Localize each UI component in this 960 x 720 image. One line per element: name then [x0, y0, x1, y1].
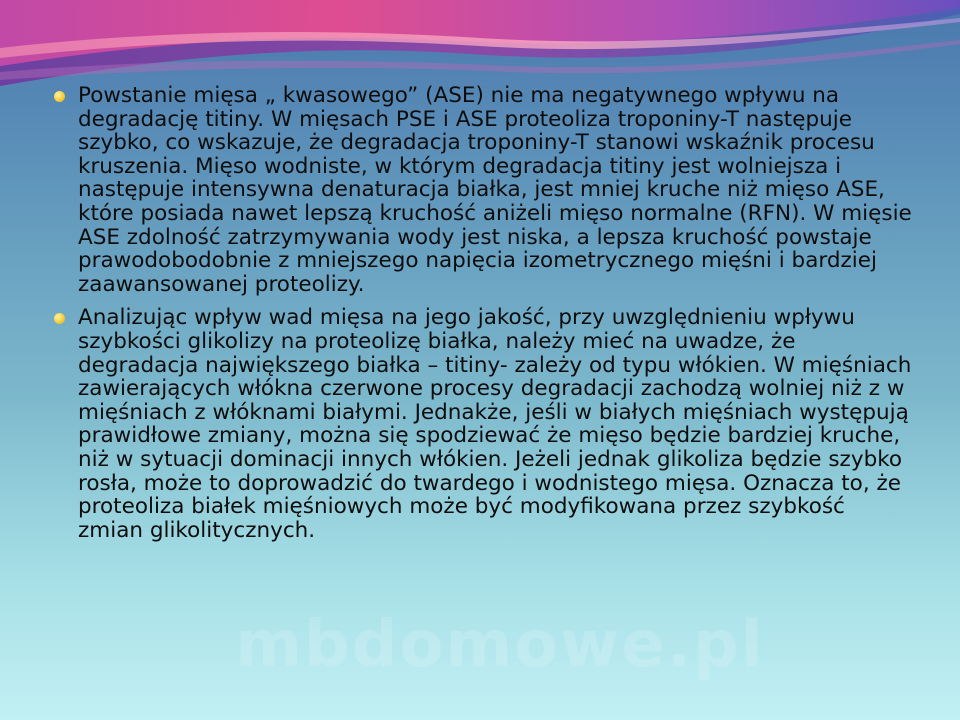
watermark: mbdomowe.pl: [235, 608, 765, 682]
bullet-text: Analizując wpływ wad mięsa na jego jakość, przy uwzględnieniu wpływu szybkości glikolizy na proteolizę białka, należy mieć na uwadze, że degradacja największego białka – titiny- zależy od typu włókien. W mięśniach zawierających włókna czerwone procesy degradacji zachodzą wolniej niż z w mięśniach z włóknami białymi. Jednakże, jeśli w białych mięśniach występują prawidłowe zmiany, można się spodziewać że mięso będzie bardziej kruche, niż w sytuacji dominacji innych włókien. Jeżeli jednak glikoliza będzie szybko rosła, może to doprowadzić do twardego i wodnistego mięsa. Oznacza to, że proteoliza białek mięśniowych może być modyfikowana przez szybkość zmian glikolitycznych.: [78, 305, 912, 543]
bullet-dot-icon: [54, 313, 65, 324]
slide-content: [52, 84, 914, 552]
bullet-text: Powstanie mięsa „ kwasowego” (ASE) nie ma negatywnego wpływu na degradację titiny. W mięsach PSE i ASE proteoliza troponiny-T następuje szybko, co wskazuje, że degradacja troponiny-T stanowi wskaźnik procesu kruszenia. Mięso wodniste, w którym degradacja titiny jest wolniejsza i następuje intensywna denaturacja białka, jest mniej kruche niż mięso ASE, które posiada nawet lepszą kruchość aniżeli mięso normalne (RFN). W mięsie ASE zdolność zatrzymywania wody jest niska, a lepsza kruchość powstaje prawodobodobnie z mniejszego napięcia izometrycznego mięśni i bardziej zaawansowanej proteolizy.: [78, 83, 912, 297]
bullet-item: [52, 306, 914, 542]
bullet-item: [52, 84, 914, 296]
bullet-list: [52, 84, 914, 542]
bullet-dot-icon: [54, 91, 65, 102]
